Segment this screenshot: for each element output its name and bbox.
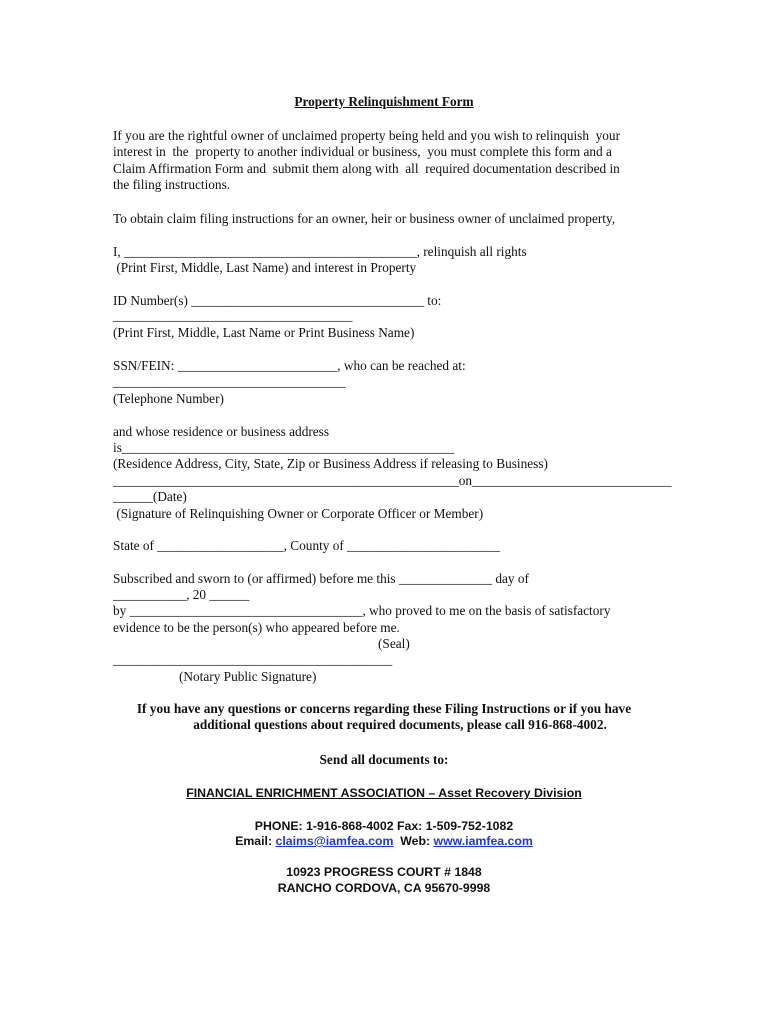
evidence-line: evidence to be the person(s) who appeared before me.	[113, 620, 400, 635]
telephone-blank: ___________________________________	[113, 374, 346, 389]
organization-name: FINANCIAL ENRICHMENT ASSOCIATION – Asset Recovery Division	[186, 786, 582, 800]
address-line-2: RANCHO CORDOVA, CA 95670-9998	[277, 881, 491, 895]
residence-address-label: (Residence Address, City, State, Zip or Business Address if releasing to Business)	[113, 456, 548, 471]
intro-line: the filing instructions.	[113, 176, 231, 192]
id-number-line: ID Number(s) ___________________________________ to:	[113, 293, 442, 308]
intro-line: Claim Affirmation Form and submit them along with all required documentation described in	[113, 160, 620, 176]
print-name-interest-label: (Print First, Middle, Last Name) and interest in Property	[113, 260, 417, 275]
questions-line-1: If you have any questions or concerns regarding these Filing Instructions or if you have	[136, 701, 632, 716]
seal-label: (Seal)	[378, 636, 410, 651]
intro-paragraph	[113, 128, 653, 193]
address-blank: is__________________________________________________	[113, 440, 455, 455]
notary-signature-label: (Notary Public Signature)	[179, 669, 317, 684]
state-county-line: State of ___________________, County of _______________________	[113, 538, 501, 553]
by-line: by ___________________________________, who proved to me on the basis of satisfactory	[113, 603, 611, 618]
ssn-fein-line: SSN/FEIN: ________________________, who can be reached at:	[113, 358, 466, 373]
phone-fax-line: PHONE: 1-916-868-4002 Fax: 1-509-752-1082	[254, 819, 514, 833]
questions-line-2: additional questions about required documents, please call 916-868-4002.	[193, 717, 607, 732]
email-web-line	[0, 833, 768, 849]
signature-on-line: ____________________________________________________on______________________________	[113, 473, 672, 488]
intro-line: interest in the property to another individual or business, you must complete this form and a	[113, 144, 612, 160]
intro-line: If you are the rightful owner of unclaimed property being held and you wish to relinquish your	[113, 128, 621, 143]
telephone-label: (Telephone Number)	[113, 391, 224, 406]
email-label: Email:	[235, 834, 276, 848]
print-name-business-label: (Print First, Middle, Last Name or Print Business Name)	[113, 325, 415, 340]
subscribed-line: Subscribed and sworn to (or affirmed) before me this ______________ day of	[113, 571, 529, 586]
year-line: ___________, 20 ______	[113, 587, 250, 602]
notary-signature-blank: __________________________________________	[113, 652, 393, 667]
relinquish-name-line: I, ____________________________________________, relinquish all rights	[113, 244, 527, 259]
web-link[interactable]: www.iamfea.com	[433, 834, 533, 848]
email-link[interactable]: claims@iamfea.com	[275, 834, 394, 848]
recipient-name-blank: ____________________________________	[113, 308, 353, 323]
address-intro: and whose residence or business address	[113, 424, 330, 439]
date-label: ______(Date)	[113, 489, 187, 504]
obtain-instructions-line: To obtain claim filing instructions for an owner, heir or business owner of unclaimed property,	[113, 211, 616, 226]
send-documents-heading: Send all documents to:	[319, 752, 449, 767]
address-line-1: 10923 PROGRESS COURT # 1848	[286, 865, 482, 879]
form-title: Property Relinquishment Form	[294, 94, 474, 109]
web-label: Web:	[393, 834, 434, 848]
signature-label: (Signature of Relinquishing Owner or Corporate Officer or Member)	[113, 506, 484, 521]
